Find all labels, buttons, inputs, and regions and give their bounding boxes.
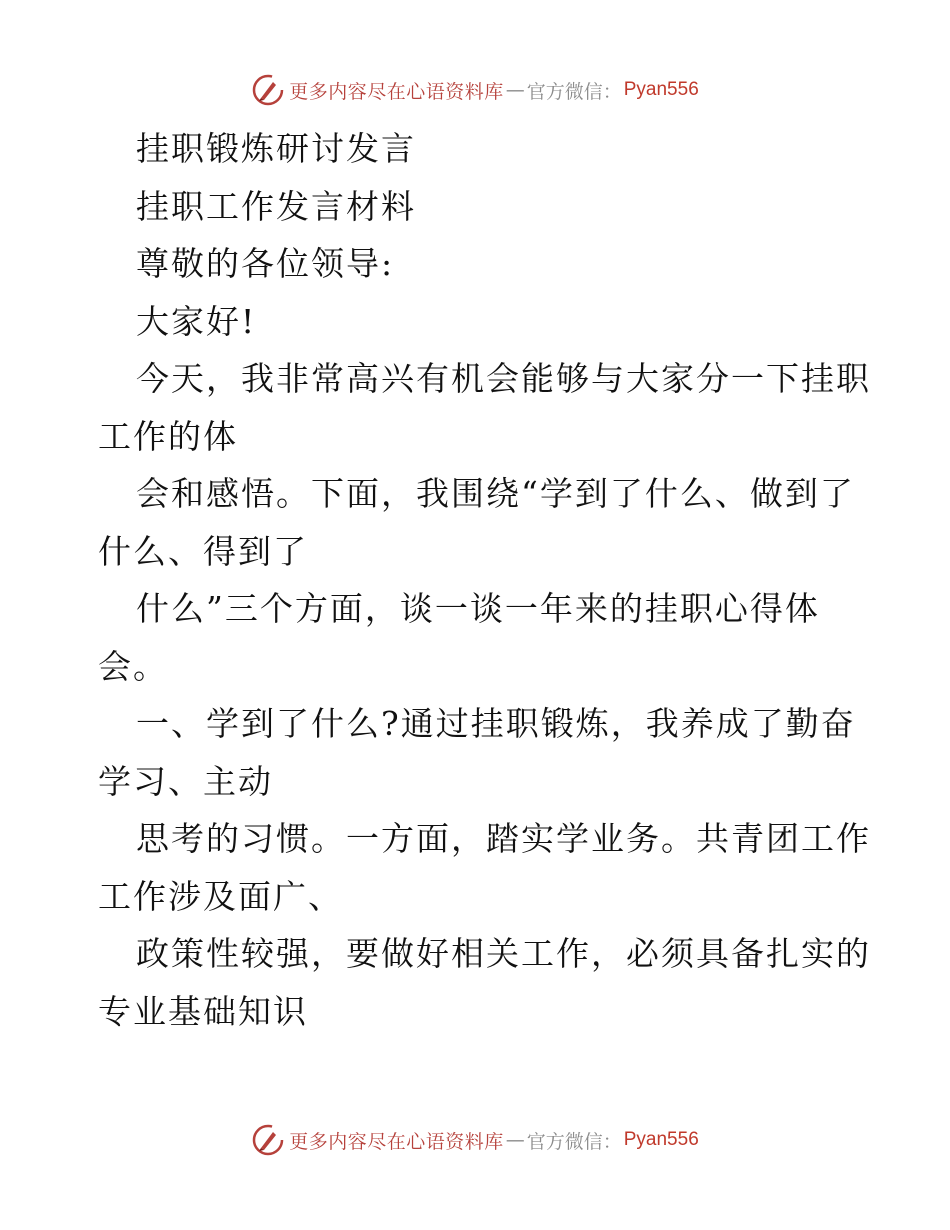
quill-pen-logo-icon: [251, 73, 285, 107]
footer-banner: [0, 1120, 950, 1160]
text-line: 政策性较强，要做好相关工作，必须具备扎实的: [136, 934, 871, 973]
banner-wechat-label: 官方微信：: [526, 1130, 622, 1153]
text-line: 挂职工作发言材料: [136, 186, 416, 226]
banner-wechat-id: Pyan556: [623, 1129, 699, 1150]
text-line: 挂职锻炼研讨发言: [136, 129, 416, 168]
text-line: 什么、得到了: [98, 531, 308, 571]
banner-title: 更多内容尽在心语资料库: [289, 1130, 504, 1153]
text-line: 思考的习惯。一方面，踏实学业务。共青团工作: [136, 819, 871, 858]
text-line: 今天，我非常高兴有机会能够与大家分一下挂职: [136, 359, 871, 398]
text-line: 会和感悟。下面，我围绕“学到了什么、做到了: [136, 474, 855, 513]
text-line: 学习、主动: [98, 761, 273, 801]
header-banner: [0, 70, 950, 110]
document-body: [98, 120, 871, 1040]
banner-dash: —: [505, 79, 525, 101]
text-line: 尊敬的各位领导:: [136, 244, 395, 283]
banner-wechat-id: Pyan556: [623, 79, 699, 100]
text-line: 会。: [98, 646, 168, 686]
text-line: 工作涉及面广、: [98, 876, 343, 916]
text-line: 专业基础知识: [98, 991, 308, 1031]
text-line: 大家好!: [136, 301, 257, 341]
banner-wechat-label: 官方微信：: [526, 80, 622, 103]
banner-title: 更多内容尽在心语资料库: [289, 80, 504, 103]
text-line: 一、学到了什么?通过挂职锻炼，我养成了勤奋: [136, 704, 856, 743]
quill-pen-logo-icon: [251, 1123, 285, 1157]
text-line: 工作的体: [98, 416, 238, 456]
text-line: 什么”三个方面，谈一谈一年来的挂职心得体: [136, 589, 820, 628]
banner-dash: —: [505, 1129, 525, 1151]
